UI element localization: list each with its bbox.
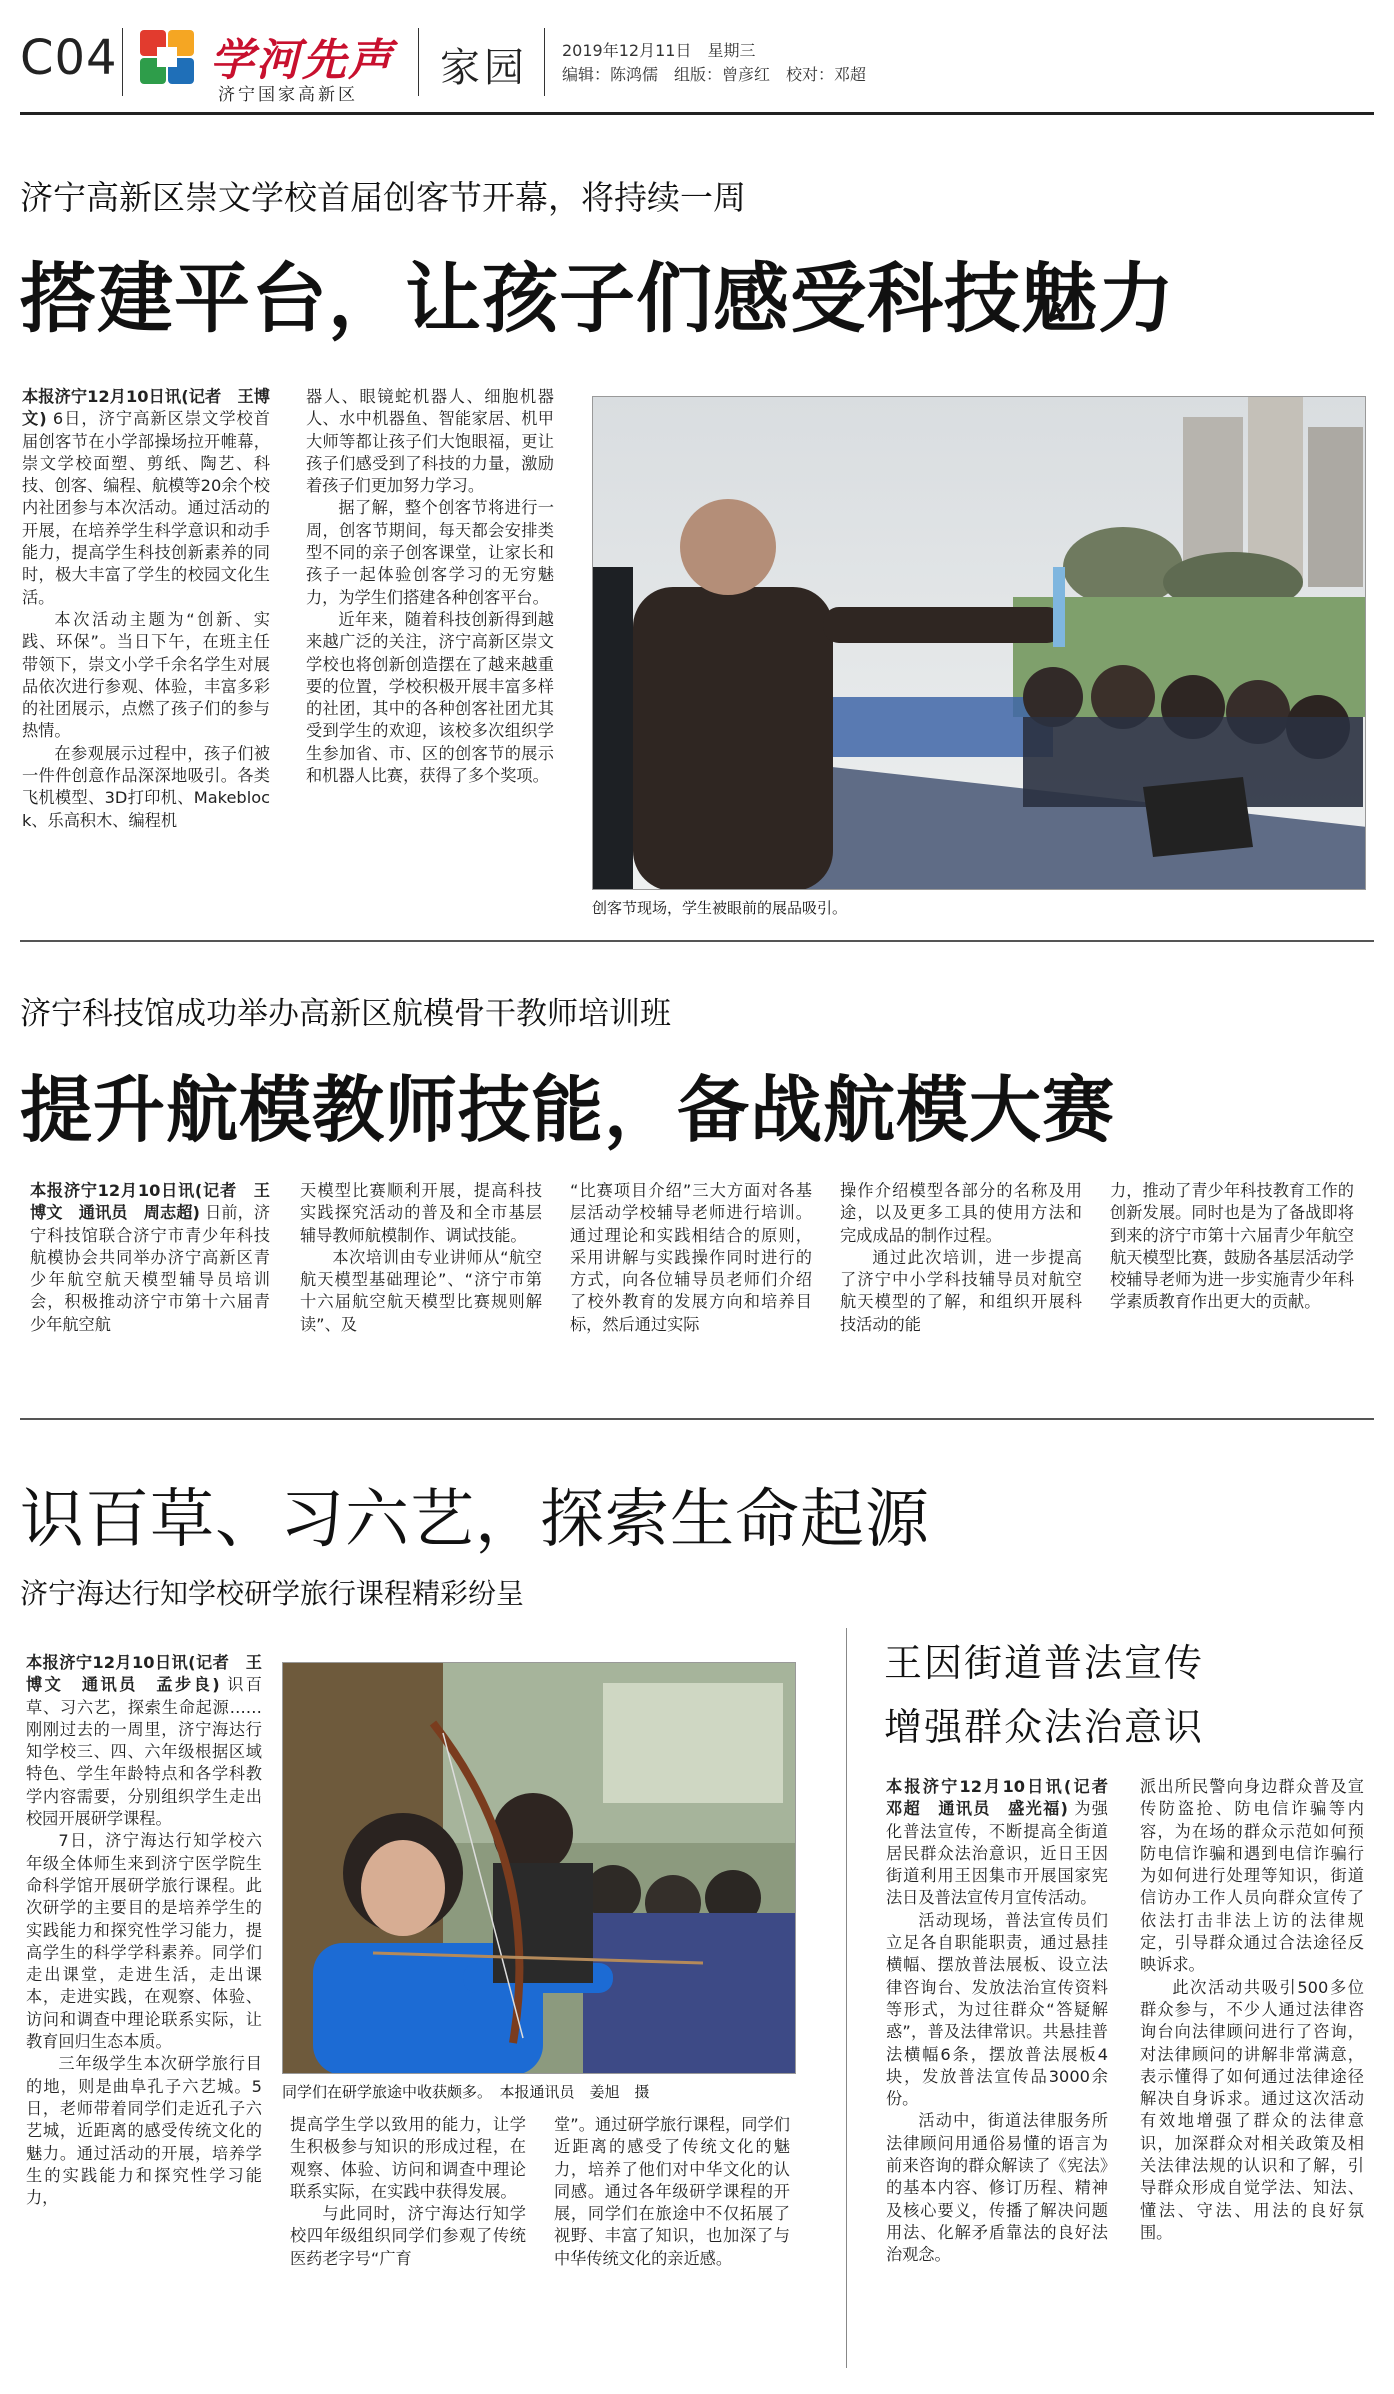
byline: 本报济宁12月10日讯(记者 王博文 通讯员 孟步良) [26, 1653, 262, 1695]
paragraph-text: 为强化普法宣传，不断提高全街道居民群众法治意识，近日王因街道利用王因集市开展国家宪法日及普法宣传月宣传活动。 [886, 1799, 1108, 1908]
paragraph: 活动中，街道法律服务所法律顾问用通俗易懂的语言为前来咨询的群众解读了《宪法》的基本内容、修订历程、精神及核心要义，传播了解决问题用法、化解矛盾靠法的良好法治观念。 [886, 2111, 1108, 2265]
paragraph: 在参观展示过程中，孩子们被一件件创意作品深深地吸引。各类飞机模型、3D打印机、Makeblock、乐高积木、编程机 [22, 743, 270, 830]
article4-column-2 [1140, 1776, 1364, 2244]
paper-logo-icon [140, 30, 194, 84]
article4-headline-line1: 王因街道普法宣传 [884, 1641, 1205, 1685]
paper-name: 学河先声 [210, 35, 394, 86]
byline: 本报济宁12月10日讯(记者 王博文) [22, 387, 270, 429]
paragraph-text: 日前，济宁科技馆联合济宁市青少年科技航模协会共同举办济宁高新区青少年航空航天模型辅导员培训会，积极推动济宁市第十六届青少年航空航 [30, 1203, 271, 1334]
masthead-divider-3 [544, 28, 545, 96]
paragraph-text: 6日，济宁高新区崇文学校首届创客节在小学部操场拉开帷幕，崇文学校面塑、剪纸、陶艺、科技、创客、编程、航模等20余个校内社团参与本次活动。通过活动的开展，在培养学生科学意识和动手能力，提高学生科技创新素养的同时，极大丰富了学生的校园文化生活。 [22, 409, 270, 607]
article2-kicker: 济宁科技馆成功举办高新区航模骨干教师培训班 [20, 996, 671, 1032]
paragraph-text: 识百草、习六艺，探索生命起源……刚刚过去的一周里，济宁海达行知学校三、四、六年级根据区域特色、学生年龄特点和各学科教学内容需要，分别组织学生走出校园开展研学课程。 [26, 1675, 262, 1829]
paragraph: 据了解，整个创客节将进行一周，创客节期间，每天都会安排类型不同的亲子创客课堂，让家长和孩子一起体验创客学习的无穷魅力，为学生们搭建各种创客平台。 [306, 498, 554, 607]
paragraph: 活动现场，普法宣传员们立足各自职能职责，通过悬挂横幅、摆放普法展板、设立法律咨询台、发放法治宣传资料等形式，为过往群众“答疑解惑”，普及法律常识。共悬挂普法横幅6条，摆放普法展板4块，发放普法宣传品3000余份。 [886, 1910, 1108, 2109]
paragraph [886, 1776, 1125, 1910]
article2-column-4 [840, 1180, 1082, 1336]
paragraph: 与此同时，济宁海达行知学校四年级组织同学们参观了传统医药老字号“广育 [290, 2204, 526, 2268]
article2-column-3 [570, 1180, 812, 1336]
byline: 本报济宁12月10日讯(记者 邓超 通讯员 盛光福) [886, 1777, 1125, 1819]
paragraph: 三年级学生本次研学旅行目的地，则是曲阜孔子六艺城。5日，老师带着同学们走近孔子六艺城，近距离的感受传统文化的魅力。通过活动的开展，培养学生的实践能力和探究性学习能力， [26, 2054, 262, 2208]
paper-region: 济宁国家高新区 [218, 85, 358, 105]
article3-column-1 [26, 1652, 262, 2209]
masthead-rule [20, 112, 1374, 115]
article3-column-3 [554, 2114, 790, 2270]
article3-column-2 [290, 2114, 526, 2270]
article3-subhead: 济宁海达行知学校研学旅行课程精彩纷呈 [20, 1577, 525, 1610]
paragraph: 本次活动主题为“创新、实践、环保”。当日下午，在班主任带领下，崇文小学千余名学生对展品依次进行参观、体验，丰富多彩的社团展示，点燃了孩子们的参与热情。 [22, 609, 270, 741]
section-name: 家园 [440, 45, 528, 91]
article3-photo [282, 1662, 796, 2074]
paragraph: 本次培训由专业讲师从“航空航天模型基础理论”、“济宁市第十六届航空航天模型比赛规则解读”、及 [300, 1247, 542, 1334]
paragraph: 提高学生学以致用的能力，让学生积极参与知识的形成过程，在观察、体验、访问和调查中理论联系实际，在实践中获得发展。 [290, 2115, 526, 2201]
date-line: 2019年12月11日 星期三 [562, 41, 756, 60]
article1-kicker: 济宁高新区崇文学校首届创客节开幕，将持续一周 [20, 178, 746, 217]
article3-photo-caption: 同学们在研学旅途中收获颇多。 本报通讯员 姜旭 摄 [282, 2083, 650, 2101]
article1-photo [592, 396, 1366, 890]
paragraph [22, 386, 270, 609]
paragraph: 近年来，随着科技创新得到越来越广泛的关注，济宁高新区崇文学校也将创新创造摆在了越来越重要的位置，学校积极开展丰富多样的社团，其中的各种创客社团尤其受到学生的欢迎，该校多次组织学生参加省、市、区的创客节的展示和机器人比赛，获得了多个奖项。 [306, 609, 554, 786]
byline: 本报济宁12月10日讯(记者 王博文 通讯员 周志超) [30, 1181, 270, 1223]
masthead-divider-2 [418, 28, 419, 96]
section-rule-2 [20, 1418, 1374, 1420]
paragraph [26, 1652, 262, 1830]
article3-headline: 识百草、习六艺，探索生命起源 [20, 1483, 930, 1557]
masthead-divider [122, 28, 123, 96]
article4-column-1 [886, 1776, 1125, 2267]
paragraph: 天模型比赛顺利开展，提高科技实践探究活动的普及和全市基层辅导教师航模制作、调试技能。 [300, 1181, 542, 1245]
editors-line: 编辑：陈鸿儒 组版：曾彦红 校对：邓超 [562, 65, 867, 84]
article1-headline: 搭建平台，让孩子们感受科技魅力 [20, 254, 1175, 343]
page-number: C04 [20, 30, 118, 86]
paragraph: 此次活动共吸引500多位群众参与，不少人通过法律咨询台向法律顾问进行了咨询，对法律顾问的讲解非常满意，表示懂得了如何通过法律途径解决自身诉求。通过这次活动有效地增强了群众的法律意识，加深群众对相关政策及相关法律法规的认识和了解，引导群众形成自觉学法、知法、懂法、守法、用法的良好氛围。 [1140, 1977, 1364, 2242]
article4-headline-line2: 增强群众法治意识 [884, 1705, 1205, 1749]
paragraph [30, 1180, 270, 1336]
article1-photo-caption: 创客节现场，学生被眼前的展品吸引。 [592, 899, 848, 917]
article2-column-5 [1110, 1180, 1354, 1314]
article2-column-1 [30, 1180, 270, 1336]
paragraph: 7日，济宁海达行知学校六年级全体师生来到济宁医学院生命科学馆开展研学旅行课程。此次研学的主要目的是培养学生的实践能力和探究性学习能力，提高学生的科学学科素养。同学们走出课堂，走进生活，走出课本，走进实践，在观察、体验、访问和调查中理论联系实际，让教育回归生态本质。 [26, 1831, 262, 2052]
paragraph: 操作介绍模型各部分的名称及用途，以及更多工具的使用方法和完成成品的制作过程。 [840, 1181, 1082, 1245]
paragraph: “比赛项目介绍”三大方面对各基层活动学校辅导老师进行培训。通过理论和实践相结合的原则，采用讲解与实践操作同时进行的方式，向各位辅导员老师们介绍了校外教育的发展方向和培养目标，然后通过实际 [570, 1181, 812, 1334]
paragraph: 通过此次培训，进一步提高了济宁中小学科技辅导员对航空航天模型的了解，和组织开展科技活动的能 [840, 1247, 1082, 1334]
section-rule-1 [20, 940, 1374, 942]
article2-headline: 提升航模教师技能，备战航模大赛 [20, 1068, 1116, 1152]
column-divider [846, 1628, 847, 2368]
paragraph: 派出所民警向身边群众普及宣传防盗抢、防电信诈骗等内容，为在场的群众示范如何预防电信诈骗和遇到电信诈骗行为如何进行处理等知识，街道信访办工作人员向群众宣传了依法打击非法上访的法律规定，引导群众通过合法途径反映诉求。 [1140, 1777, 1364, 1975]
article2-column-2 [300, 1180, 542, 1336]
paragraph: 力，推动了青少年科技教育工作的创新发展。同时也是为了备战即将到来的济宁市第十六届青少年航空航天模型比赛，鼓励各基层活动学校辅导老师为进一步实施青少年科学素质教育作出更大的贡献。 [1110, 1181, 1354, 1312]
paragraph: 堂”。通过研学旅行课程，同学们近距离的感受了传统文化的魅力，培养了他们对中华文化的认同感。通过各年级研学课程的开展，同学们在旅途中不仅拓展了视野、丰富了知识，也加深了与中华传统文化的亲近感。 [554, 2115, 790, 2268]
article1-column-2 [306, 386, 554, 787]
paragraph: 器人、眼镜蛇机器人、细胞机器人、水中机器鱼、智能家居、机甲大师等都让孩子们大饱眼福，更让孩子们感受到了科技的力量，激励着孩子们更加努力学习。 [306, 387, 554, 496]
article1-column-1 [22, 386, 270, 832]
